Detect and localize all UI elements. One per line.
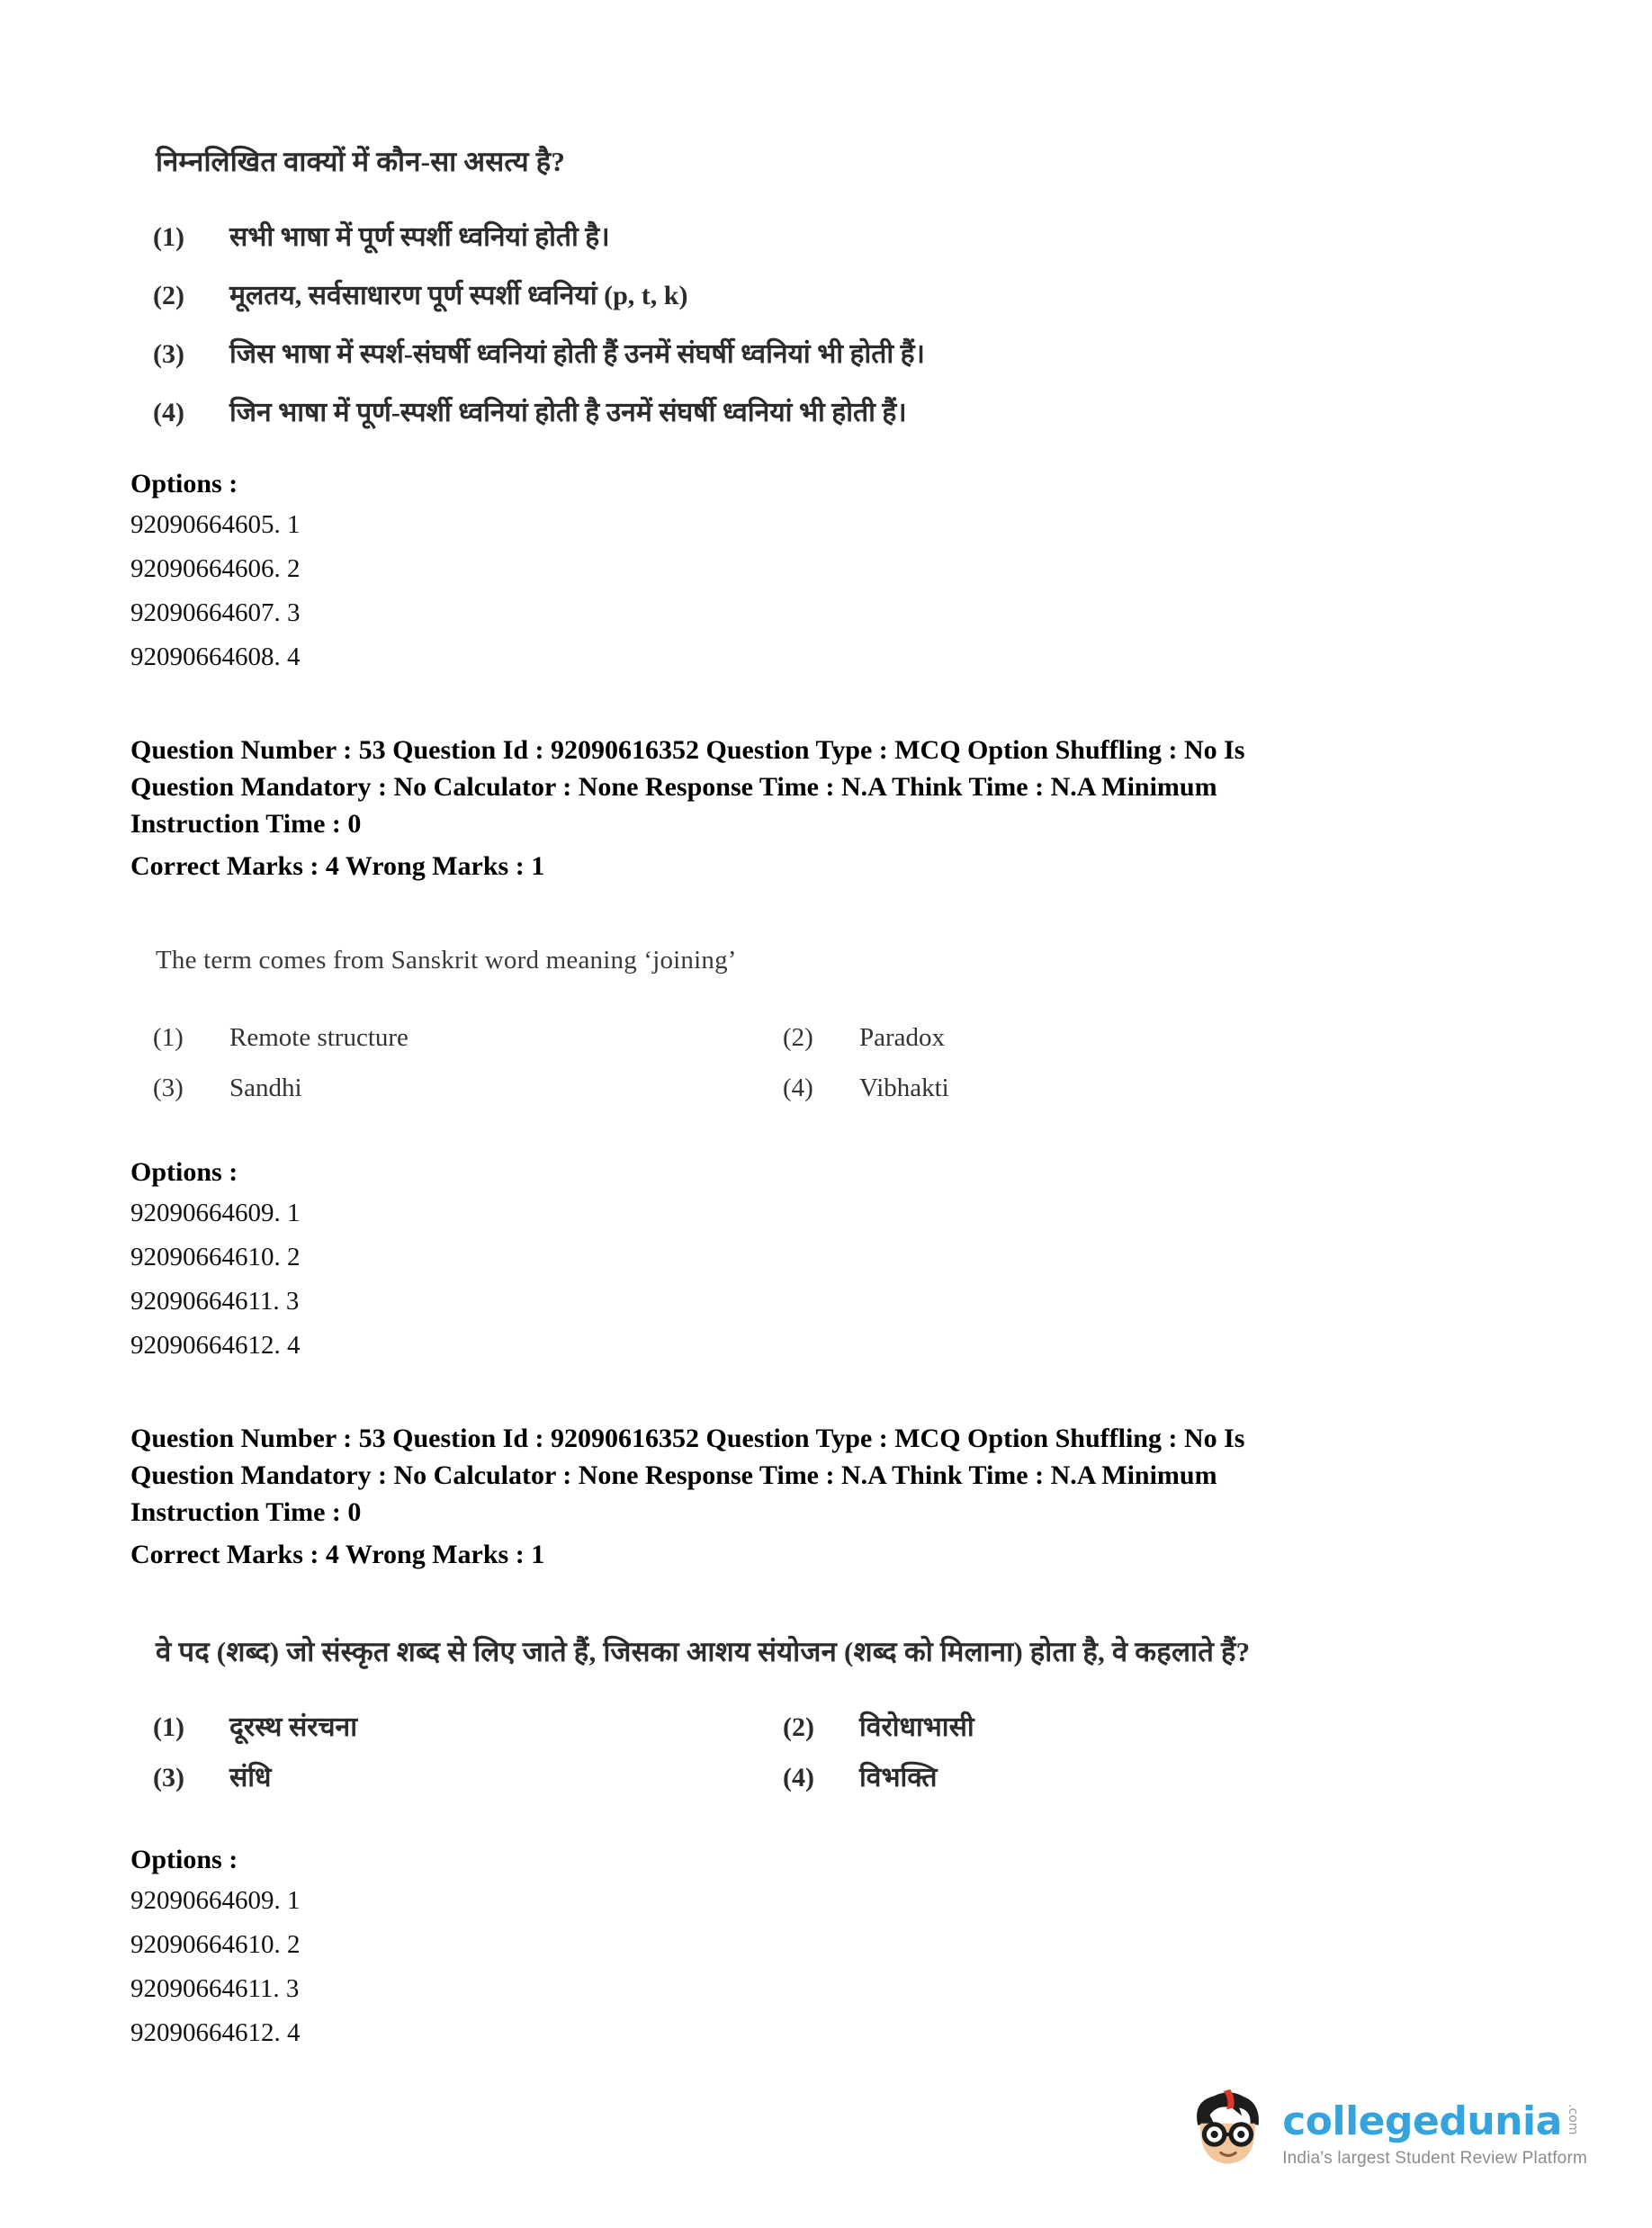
- choice-row: [130, 218, 1571, 257]
- choice-text: Sandhi: [229, 1074, 302, 1102]
- choice-number: (3): [153, 1763, 184, 1792]
- option-id-row: 92090664612. 4: [130, 2018, 301, 2047]
- brand-dotcom: .com: [1565, 2104, 1580, 2135]
- brand-tagline: India's largest Student Review Platform: [1282, 2149, 1587, 2168]
- options-label: Options :: [130, 1845, 238, 1874]
- choice-row: [130, 1020, 760, 1056]
- choice-number: (3): [153, 339, 184, 369]
- choice-number: (2): [783, 1023, 813, 1052]
- option-id-row: 92090664606. 2: [130, 554, 301, 583]
- choice-row: [760, 1759, 1571, 1796]
- option-id-row: 92090664611. 3: [130, 1287, 300, 1316]
- question-metadata-block-1: [130, 732, 1571, 885]
- choice-text: सभी भाषा में पूर्ण स्पर्शी ध्वनियां होती है।: [229, 222, 610, 252]
- metadata-line: Question Number : 53 Question Id : 92090616352 Question Type : MCQ Option Shuffling : No Is: [130, 1424, 1245, 1453]
- question-block-2: [130, 940, 1571, 1368]
- brand-name: collegedunia: [1282, 2098, 1562, 2144]
- choice-row: [130, 1070, 760, 1107]
- choice-text: दूरस्थ संरचना: [229, 1712, 357, 1742]
- choice-text: Paradox: [859, 1023, 946, 1052]
- choice-number: (3): [153, 1074, 184, 1102]
- question-text: The term comes from Sanskrit word meaning ‘joining’: [156, 946, 737, 975]
- option-id-list: [130, 1879, 1571, 2055]
- choice-row: [130, 335, 1571, 374]
- brand-text-block: [1282, 2100, 1587, 2169]
- option-id-row: 92090664609. 1: [130, 1199, 301, 1227]
- question-metadata-block-2: [130, 1420, 1571, 1573]
- options-label: Options :: [130, 469, 238, 499]
- option-id-row: 92090664608. 4: [130, 642, 301, 671]
- question-block-3: [130, 1631, 1571, 2055]
- metadata-line: Question Number : 53 Question Id : 92090616352 Question Type : MCQ Option Shuffling : No Is: [130, 735, 1245, 765]
- option-id-row: 92090664605. 1: [130, 510, 301, 539]
- metadata-line: Question Mandatory : No Calculator : None Response Time : N.A Think Time : N.A Minimum: [130, 1460, 1217, 1490]
- choice-text: विभक्ति: [859, 1763, 938, 1792]
- choice-row: [760, 1709, 1571, 1746]
- choice-text: Vibhakti: [859, 1074, 949, 1102]
- choice-number: (4): [783, 1074, 813, 1102]
- choice-row: [130, 393, 1571, 433]
- choice-text: मूलतय, सर्वसाधारण पूर्ण स्पर्शी ध्वनियां (p, t, k): [229, 281, 688, 310]
- choice-number: (2): [153, 281, 184, 310]
- choice-row: [130, 1709, 760, 1746]
- question-text: वे पद (शब्द) जो संस्कृत शब्द से लिए जाते हैं, जिसका आशय संयोजन (शब्द को मिलाना) होता है, वे कहलाते हैं?: [156, 1636, 1251, 1667]
- choice-text: जिस भाषा में स्पर्श-संघर्षी ध्वनियां होती हैं उनमें संघर्षी ध्वनियां भी होती हैं।: [229, 339, 925, 369]
- choice-number: (1): [153, 1023, 184, 1052]
- choice-number: (1): [153, 1712, 184, 1742]
- option-id-row: 92090664607. 3: [130, 598, 301, 627]
- choice-list: [130, 218, 1571, 433]
- choice-row: [760, 1020, 1571, 1056]
- choice-grid: [130, 1709, 1571, 1796]
- choice-row: [760, 1070, 1571, 1107]
- choice-number: (4): [153, 398, 184, 427]
- option-id-row: 92090664610. 2: [130, 1243, 301, 1271]
- option-id-row: 92090664610. 2: [130, 1930, 301, 1959]
- question-text: निम्नलिखित वाक्यों में कौन-सा असत्य है?: [156, 146, 566, 177]
- choice-text: जिन भाषा में पूर्ण-स्पर्शी ध्वनियां होती है उनमें संघर्षी ध्वनियां भी होती हैं।: [229, 398, 907, 427]
- choice-text: विरोधाभासी: [859, 1712, 974, 1742]
- option-id-list: [130, 503, 1571, 679]
- metadata-line: Instruction Time : 0: [130, 809, 362, 839]
- option-id-row: 92090664612. 4: [130, 1331, 301, 1360]
- option-id-row: 92090664609. 1: [130, 1886, 301, 1915]
- metadata-line: Question Mandatory : No Calculator : None Response Time : N.A Think Time : N.A Minimum: [130, 772, 1217, 802]
- choice-text: संधि: [229, 1763, 272, 1792]
- choice-text: Remote structure: [229, 1023, 409, 1052]
- option-id-list: [130, 1191, 1571, 1368]
- choice-number: (4): [783, 1763, 814, 1792]
- metadata-marks-line: Correct Marks : 4 Wrong Marks : 1: [130, 1540, 545, 1569]
- choice-row: [130, 276, 1571, 316]
- choice-grid: [130, 1020, 1571, 1107]
- choice-number: (1): [153, 222, 184, 252]
- metadata-marks-line: Correct Marks : 4 Wrong Marks : 1: [130, 851, 545, 881]
- options-label: Options :: [130, 1157, 238, 1187]
- question-block-1: [130, 142, 1571, 679]
- collegedunia-mascot-icon: [1187, 2088, 1270, 2181]
- metadata-line: Instruction Time : 0: [130, 1497, 362, 1527]
- choice-number: (2): [783, 1712, 814, 1742]
- option-id-row: 92090664611. 3: [130, 1974, 300, 2003]
- choice-row: [130, 1759, 760, 1796]
- collegedunia-logo: [1187, 2088, 1587, 2181]
